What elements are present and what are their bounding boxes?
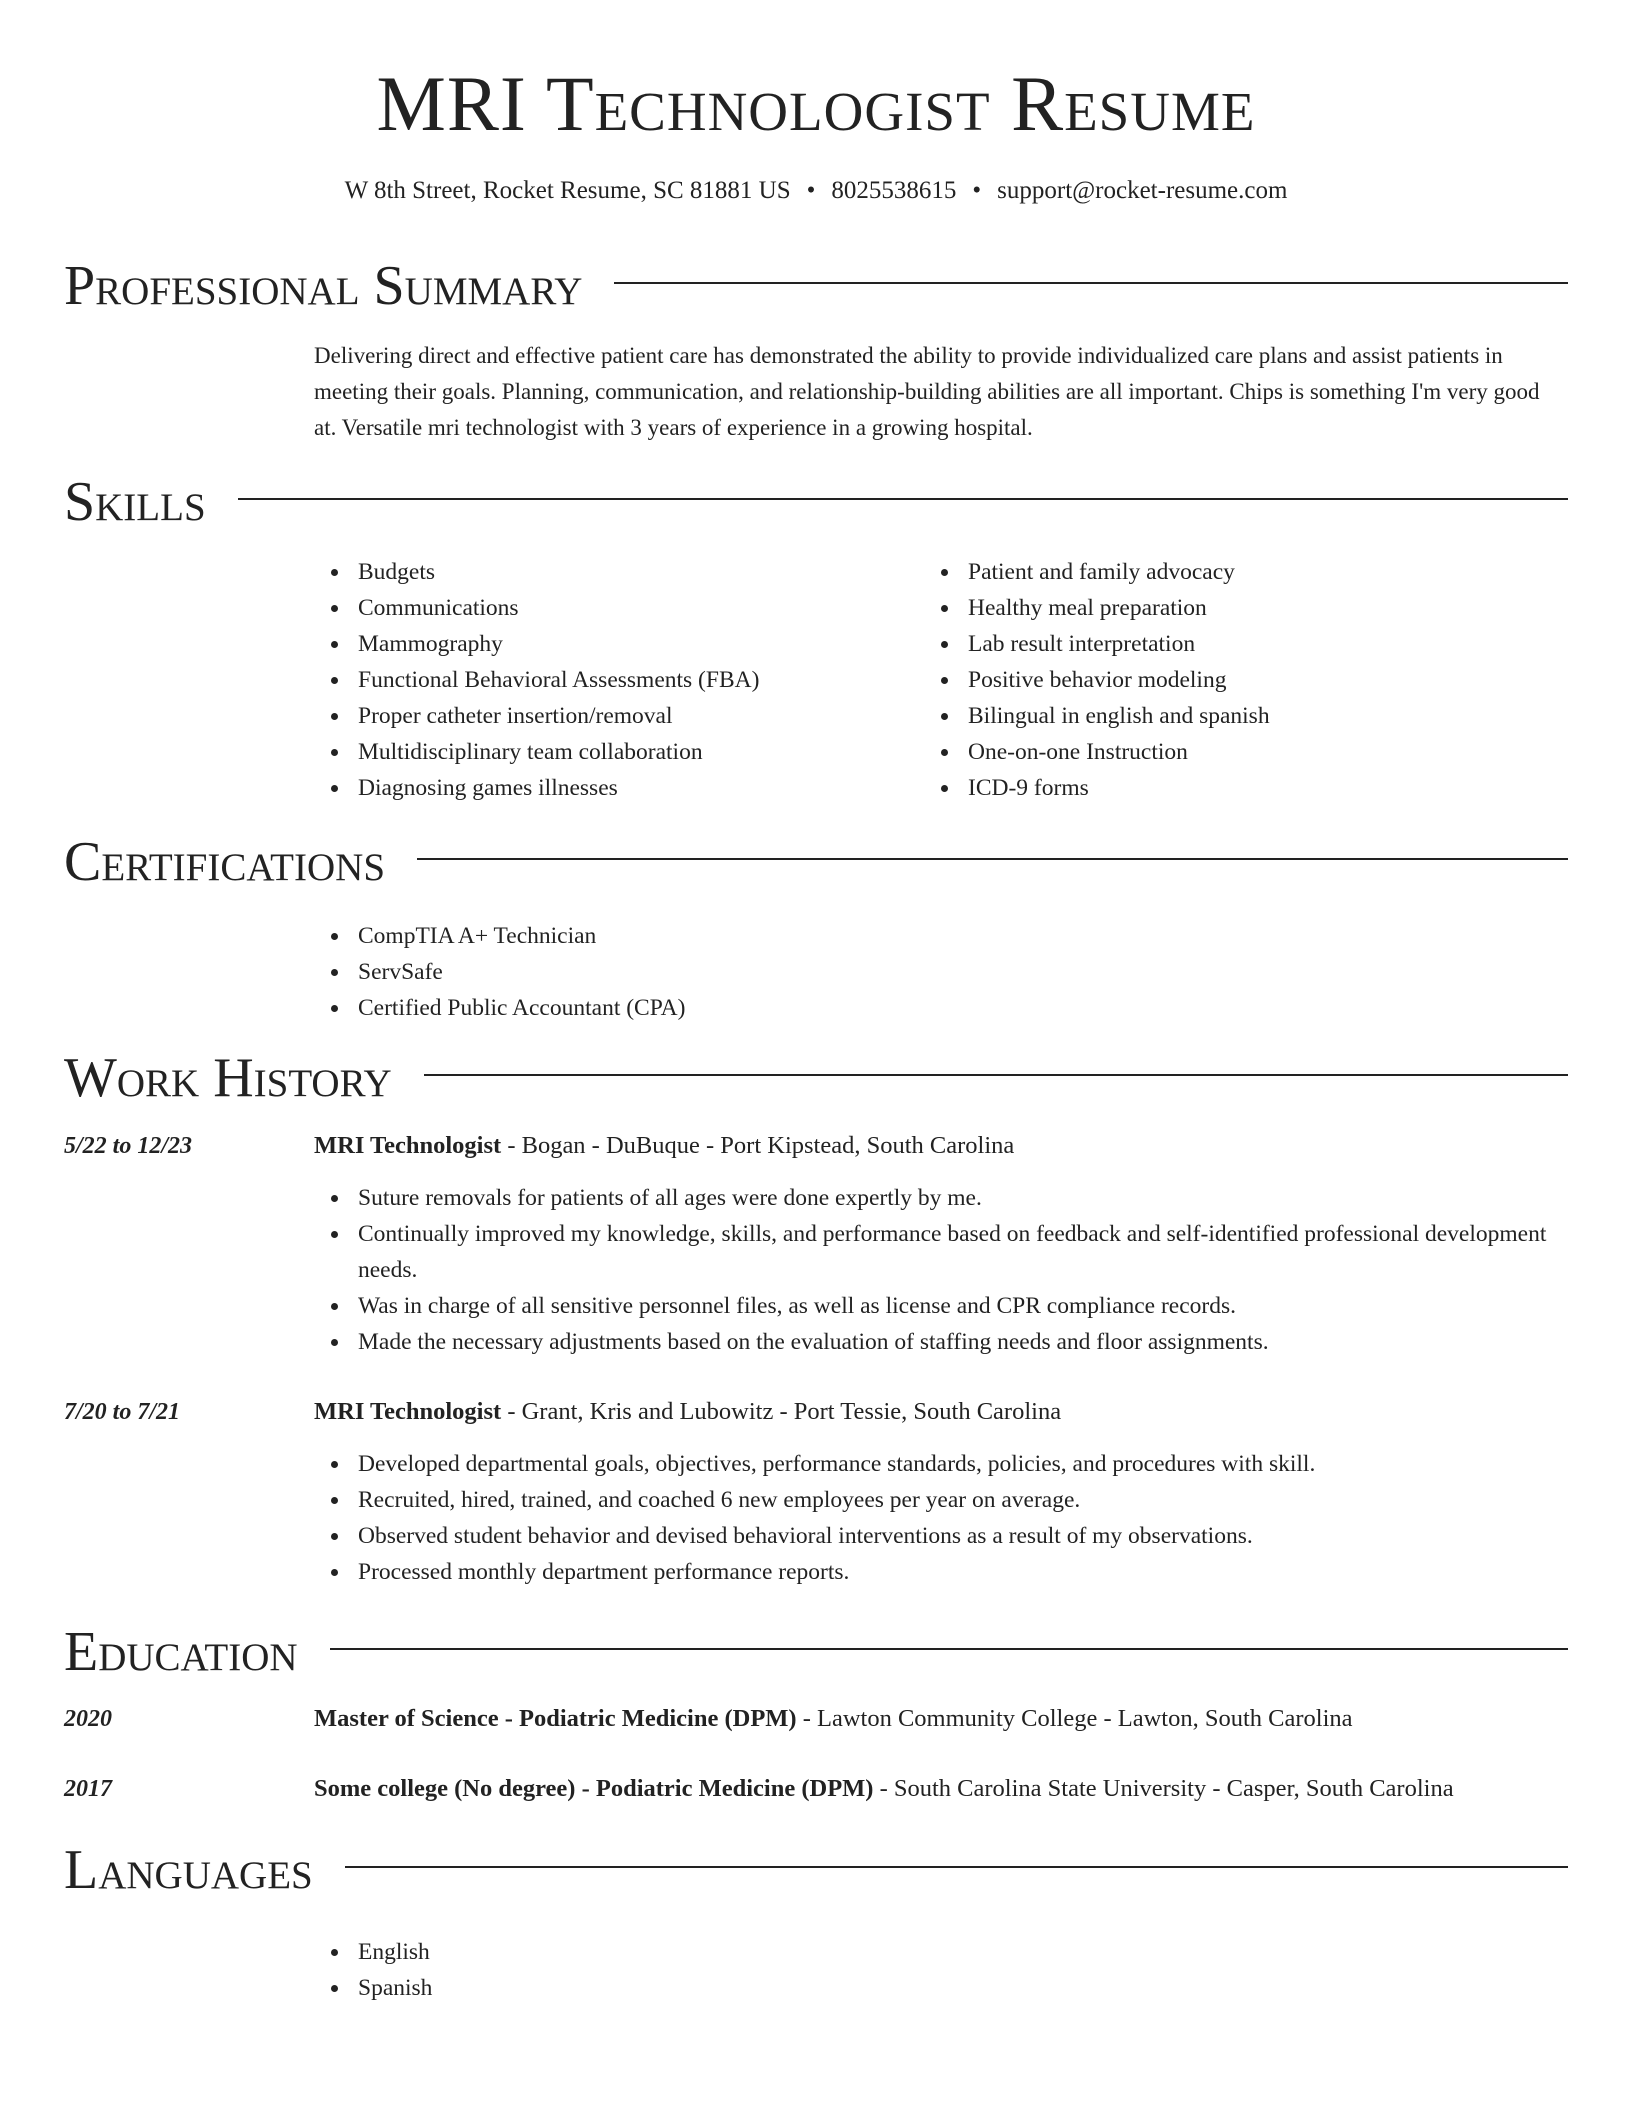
- job-duty: Recruited, hired, trained, and coached 6 new employees per year on average.: [314, 1482, 1568, 1518]
- job-duties: [314, 1180, 1568, 1360]
- skill-item: ICD-9 forms: [924, 770, 1270, 806]
- job-duty: Made the necessary adjustments based on the evaluation of staffing needs and floor assignments.: [314, 1324, 1568, 1360]
- section-divider: [424, 1074, 1568, 1076]
- skills-list-right: [924, 554, 1270, 806]
- section-divider: [330, 1648, 1568, 1650]
- skill-item: Multidisciplinary team collaboration: [314, 734, 759, 770]
- skills-list-left: [314, 554, 759, 806]
- resume-title: MRI Technologist Resume: [376, 60, 1256, 147]
- job-employer: - Bogan - DuBuque - Port Kipstead, South Carolina: [501, 1132, 1015, 1159]
- section-divider: [614, 282, 1568, 284]
- institution: - Lawton Community College - Lawton, South Carolina: [796, 1705, 1353, 1732]
- skill-item: One-on-one Instruction: [924, 734, 1270, 770]
- education-entry: [64, 1771, 1568, 1811]
- section-header-skills: [64, 470, 1568, 534]
- section-divider: [417, 858, 1568, 860]
- skill-item: Patient and family advocacy: [924, 554, 1270, 590]
- education-heading: [314, 1771, 1454, 1807]
- section-divider: [238, 498, 1568, 500]
- section-title: Work History: [64, 1047, 392, 1109]
- section-title: Skills: [64, 471, 206, 533]
- section-header-work-history: [64, 1046, 1568, 1110]
- skill-item: Functional Behavioral Assessments (FBA): [314, 662, 759, 698]
- job-duty: Processed monthly department performance reports.: [314, 1554, 1568, 1590]
- certification-item: Certified Public Accountant (CPA): [314, 990, 685, 1026]
- degree: Some college (No degree) - Podiatric Medicine (DPM): [314, 1775, 874, 1802]
- section-title: Professional Summary: [64, 255, 583, 317]
- section-title: Languages: [64, 1839, 313, 1901]
- job-duty: Was in charge of all sensitive personnel files, as well as license and CPR compliance records.: [314, 1288, 1568, 1324]
- work-entry: [64, 1128, 1568, 1368]
- job-title: MRI Technologist: [314, 1398, 502, 1425]
- separator: •: [806, 177, 816, 204]
- education-entry: [64, 1701, 1568, 1741]
- skill-item: Mammography: [314, 626, 759, 662]
- section-title: Certifications: [64, 831, 386, 893]
- languages-list: [314, 1934, 432, 2006]
- education-year: 2017: [64, 1776, 112, 1802]
- section-header-education: [64, 1620, 1568, 1684]
- job-employer: - Grant, Kris and Lubowitz - Port Tessie, South Carolina: [501, 1398, 1062, 1425]
- section-divider: [345, 1866, 1568, 1868]
- certification-item: ServSafe: [314, 954, 685, 990]
- section-title: Education: [64, 1621, 298, 1683]
- contact-line: [0, 176, 1632, 206]
- skill-item: Healthy meal preparation: [924, 590, 1270, 626]
- certifications-list: [314, 918, 685, 1026]
- work-dates: 7/20 to 7/21: [64, 1399, 181, 1425]
- language-item: English: [314, 1934, 432, 1970]
- job-title: MRI Technologist: [314, 1132, 502, 1159]
- skill-item: Diagnosing games illnesses: [314, 770, 759, 806]
- skill-item: Communications: [314, 590, 759, 626]
- language-item: Spanish: [314, 1970, 432, 2006]
- education-heading: [314, 1701, 1353, 1737]
- phone: 8025538615: [831, 177, 957, 204]
- section-header-certifications: [64, 830, 1568, 894]
- separator: •: [972, 177, 982, 204]
- address: W 8th Street, Rocket Resume, SC 81881 US: [344, 177, 791, 204]
- job-duty: Suture removals for patients of all ages were done expertly by me.: [314, 1180, 1568, 1216]
- job-duties: [314, 1446, 1568, 1590]
- certification-item: CompTIA A+ Technician: [314, 918, 685, 954]
- work-entry: [64, 1394, 1568, 1614]
- work-dates: 5/22 to 12/23: [64, 1133, 193, 1159]
- job-duty: Observed student behavior and devised behavioral interventions as a result of my observations.: [314, 1518, 1568, 1554]
- section-header-summary: [64, 254, 1568, 318]
- summary-text: Delivering direct and effective patient care has demonstrated the ability to provide individualized care plans and assist patients in meeting their goals. Planning, communication, and relationship-building abilities are all important. Chips is something I'm very good at. Versatile mri technologist with 3 years of experience in a growing hospital.: [314, 343, 1540, 440]
- skill-item: Bilingual in english and spanish: [924, 698, 1270, 734]
- job-heading: [314, 1128, 1014, 1164]
- skill-item: Lab result interpretation: [924, 626, 1270, 662]
- section-header-languages: [64, 1838, 1568, 1902]
- skill-item: Proper catheter insertion/removal: [314, 698, 759, 734]
- skill-item: Positive behavior modeling: [924, 662, 1270, 698]
- job-heading: [314, 1394, 1061, 1430]
- education-year: 2020: [64, 1706, 112, 1732]
- skill-item: Budgets: [314, 554, 759, 590]
- degree: Master of Science - Podiatric Medicine (DPM): [314, 1705, 797, 1732]
- job-duty: Continually improved my knowledge, skills, and performance based on feedback and self-identified professional development needs.: [314, 1216, 1568, 1288]
- job-duty: Developed departmental goals, objectives, performance standards, policies, and procedures with skill.: [314, 1446, 1568, 1482]
- email: support@rocket-resume.com: [997, 177, 1288, 204]
- institution: - South Carolina State University - Casper, South Carolina: [873, 1775, 1454, 1802]
